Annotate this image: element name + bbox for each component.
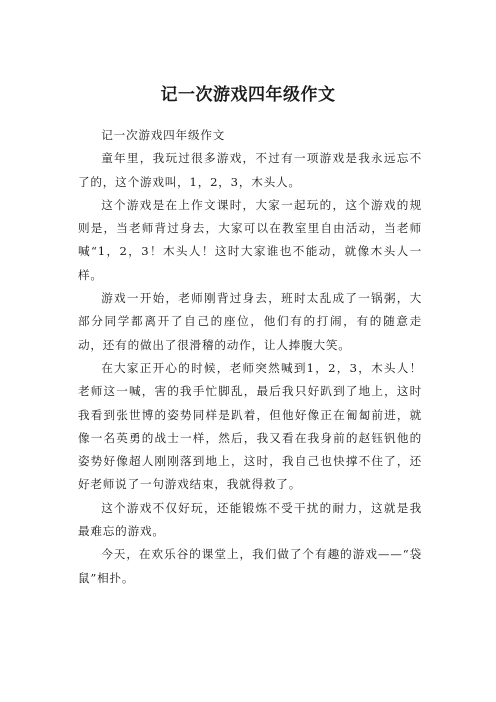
paragraph: 游戏一开始，老师刚背过身去，班时太乱成了一锅粥，大部分同学都离开了自己的座位，他们有的打闹，有的随意走动，还有的做出了很滑稽的动作，让人捧腹大笑。	[78, 291, 422, 352]
paragraph-subtitle: 记一次游戏四年级作文	[101, 128, 226, 142]
paragraph: 这个游戏不仅好玩，还能锻炼不受干扰的耐力，这就是我最难忘的游戏。	[78, 500, 422, 539]
paragraph: 童年里，我玩过很多游戏，不过有一项游戏是我永远忘不了的，这个游戏叫，1，2，3，木头人。	[78, 151, 422, 189]
document-body	[78, 124, 422, 590]
paragraph: 今天，在欢乐谷的课堂上，我们做了个有趣的游戏——“袋鼠”相扑。	[78, 547, 422, 585]
paragraph: 这个游戏是在上作文课时，大家一起玩的，这个游戏的规则是，当老师背过身去，大家可以在教室里自由活动，当老师喊“1，2，3！木头人！这时大家谁也不能动，就像木头人一样。	[78, 197, 422, 282]
document-title: 记一次游戏四年级作文	[160, 85, 336, 105]
paragraph: 在大家正开心的时候，老师突然喊到1，2，3，木头人！老师这一喊，害的我手忙脚乱，最后我只好趴到了地上，这时我看到张世博的姿势同样是趴着，但他好像正在匍匐前进，就像一名英勇的战士一样，然后，我又看在我身前的赵钰钒他的姿势好像超人刚刚落到地上，这时，我自己也快撑不住了，还好老师说了一句游戏结束，我就得救了。	[78, 360, 422, 492]
